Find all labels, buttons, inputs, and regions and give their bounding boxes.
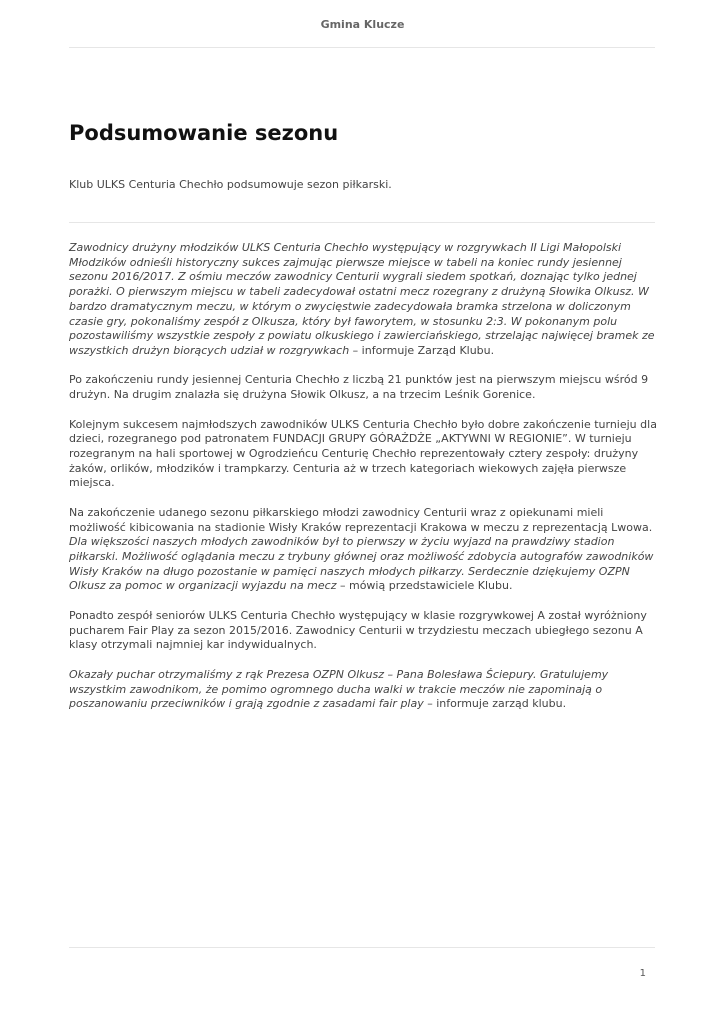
attribution-text: – informuje zarząd klubu. <box>423 697 567 711</box>
article-lead: Klub ULKS Centuria Chechło podsumowuje sezon piłkarski. <box>69 178 392 191</box>
attribution-text: – mówią przedstawiciele Klubu. <box>336 579 513 593</box>
page-title: Podsumowanie sezonu <box>69 121 339 145</box>
paragraph-6 <box>69 668 659 712</box>
lead-divider <box>69 222 655 223</box>
paragraph-3: Kolejnym sukcesem najmłodszych zawodników ULKS Centuria Chechło było dobre zakończenie turnieju dla dzieci, rozegranego pod patronatem FUNDACJI GRUPY GÓRAŻDŻE „AKTYWNI W REGIONIE”. W turnieju rozegranym na hali sportowej w Ogrodzieńcu Centurię Chechło reprezentowały cztery zespoły: drużyny żaków, orlików, młodzików i trampkarzy. Centuria aż w trzech kategoriach wiekowych zajęła pierwsze miejsca. <box>69 417 657 490</box>
paragraph-2: Po zakończeniu rundy jesiennej Centuria Chechło z liczbą 21 punktów jest na pierwszym miejscu wśród 9 drużyn. Na drugim znalazła się drużyna Słowik Olkusz, a na trzecim Leśnik Gorenice. <box>69 373 649 402</box>
footer-divider <box>69 947 655 948</box>
quote-text: Zawodnicy drużyny młodzików ULKS Centuria Chechło występujący w rozgrywkach II Ligi Małopolski Młodzików odnieśli historyczny sukces zajmując pierwsze miejsce w tabeli na koniec rundy jesiennej sezonu 2016/2017. Z ośmiu meczów zawodnicy Centurii wygrali siedem spotkań, doznając tylko jednej porażki. O pierwszym miejscu w tabeli zadecydował ostatni mecz rozegrany z drużyną Słowika Olkusz. W bardzo dramatycznym meczu, w którym o zwycięstwie zadecydowała bramka strzelona w doliczonym czasie gry, pokonaliśmy zespół z Olkusza, który był faworytem, w stosunku 2:3. W pokonanym polu pozostawiliśmy wszystkie zespoły z powiatu olkuskiego i zawierciańskiego, strzelając najwięcej bramek ze wszystkich drużyn biorących udział w rozgrywkach <box>69 241 655 357</box>
quote-text: Dla większości naszych młodych zawodników był to pierwszy w życiu wyjazd na prawdziwy stadion piłkarski. Możliwość oglądania meczu z trybuny głównej oraz możliwość zdobycia autografów zawodników Wisły Kraków na długo pozostanie w pamięci naszych młodych piłkarzy. Serdecznie dziękujemy OZPN Olkusz za pomoc w organizacji wyjazdu na mecz <box>69 535 654 593</box>
paragraph-4 <box>69 506 659 594</box>
article-body <box>69 241 659 727</box>
site-name: Gmina Klucze <box>320 18 405 31</box>
body-text: Na zakończenie udanego sezonu piłkarskiego młodzi zawodnicy Centurii wraz z opiekunami mieli możliwość kibicowania na stadionie Wisły Kraków reprezentacji Krakowa w meczu z reprezentacją Lwowa. <box>69 505 653 534</box>
page-number: 1 <box>639 968 646 979</box>
attribution-text: – informuje Zarząd Klubu. <box>349 343 495 357</box>
header-divider <box>69 47 655 48</box>
quote-text: Okazały puchar otrzymaliśmy z rąk Prezesa OZPN Olkusz – Pana Bolesława Ściepury. Gratulujemy wszystkim zawodnikom, że pomimo ogromnego ducha walki w trakcie meczów nie zapominają o poszanowaniu przeciwników i grają zgodnie z zasadami fair play <box>69 667 609 711</box>
paragraph-1 <box>69 241 659 359</box>
paragraph-5: Ponadto zespół seniorów ULKS Centuria Chechło występujący w klasie rozgrywkowej A został wyróżniony pucharem Fair Play za sezon 2015/2016. Zawodnicy Centurii w trzydziestu meczach ubiegłego sezonu A klasy otrzymali najmniej kar indywidualnych. <box>69 608 647 652</box>
